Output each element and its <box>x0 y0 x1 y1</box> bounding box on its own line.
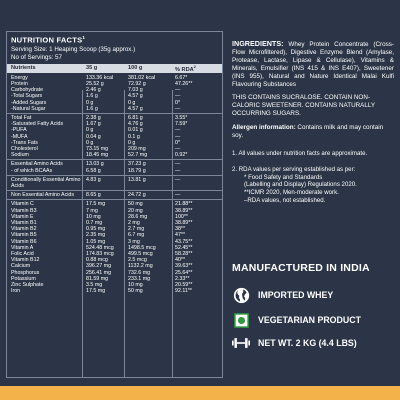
header-100g: 100 g <box>128 65 143 72</box>
value-rda: — <box>175 93 181 100</box>
value-35g: 17.5 mg <box>86 201 106 208</box>
value-rda: 7.59* <box>175 121 188 128</box>
value-35g: 81.59 mg <box>86 275 109 282</box>
value-35g: 1.67 g <box>86 121 101 128</box>
sweetener-notice: THIS CONTAINS SUCRALOSE. CONTAIN NON-CALORIC SWEETENER. CONTAINS NATURALLY OCCURRING SUGARS. <box>232 94 375 118</box>
nutrient-name: Cholesterol <box>11 145 38 152</box>
value-rda: 47.26** <box>175 80 193 87</box>
value-100g: 13.81 g <box>128 176 146 183</box>
nutrient-name: Iron <box>11 288 21 295</box>
nutrient-name: Potassium <box>11 275 36 282</box>
nutrient-name: Calcium <box>11 263 31 270</box>
table-header <box>7 64 222 73</box>
value-rda: 21.88** <box>175 201 193 208</box>
header-rda: % RDA$^2$ <box>175 63 196 73</box>
value-100g: 209 mg <box>128 145 146 152</box>
feature-imported-whey <box>232 286 333 304</box>
value-35g: 0 g <box>86 127 94 134</box>
value-rda: 100** <box>175 213 188 220</box>
nutrient-name: Folic Acid <box>11 251 34 257</box>
value-35g: 2.35 mg <box>86 232 106 239</box>
value-rda: — <box>175 87 181 94</box>
nutrient-name: Phosphorus <box>11 269 40 276</box>
value-rda: 58.28** <box>175 251 193 257</box>
feature-label: NET WT. 2 KG (4.4 LBS) <box>258 338 357 348</box>
value-rda: 2.33** <box>175 275 190 282</box>
feature-vegetarian <box>232 311 361 329</box>
value-35g: 7 mg <box>86 207 98 214</box>
value-35g: 524.48 mcg <box>86 244 114 251</box>
value-rda: 20.59** <box>175 282 193 289</box>
value-100g: 7.03 g <box>128 87 143 94</box>
value-35g: 73.15 mg <box>86 145 109 152</box>
header-35g: 35 g <box>86 65 98 72</box>
value-rda: 43.75** <box>175 238 193 245</box>
value-35g: 256.41 mg <box>86 269 112 276</box>
value-rda: — <box>175 145 181 152</box>
nutrient-name: -MUFA <box>11 133 28 140</box>
accent-bar <box>0 386 400 400</box>
nutrition-facts-table <box>6 31 223 378</box>
globe-icon <box>232 286 250 304</box>
veg-icon <box>232 311 250 329</box>
value-100g: 18.79 g <box>128 167 146 174</box>
value-rda: 0.92* <box>175 152 188 159</box>
value-100g: 37.23 g <box>128 161 146 168</box>
value-35g: 3.5 mg <box>86 282 103 289</box>
value-rda: 25.64** <box>175 269 193 276</box>
value-100g: 20 mg <box>128 207 143 214</box>
value-35g: 1.6 g <box>86 105 98 112</box>
nutrient-name: -Added Sugars <box>11 99 47 106</box>
value-35g: 13.03 g <box>86 161 104 168</box>
value-rda: 0* <box>175 139 181 146</box>
nutrient-name: -PUFA <box>11 127 27 134</box>
value-100g: 1132.2 mg <box>128 263 153 270</box>
value-35g: 174.83 mcg <box>86 251 114 257</box>
value-100g: 6.81 g <box>128 114 143 121</box>
value-rda: 38** <box>175 226 186 233</box>
nutrient-name: Vitamin B1 <box>11 219 37 226</box>
nutrient-name: -Natural Sugar <box>11 105 46 112</box>
value-100g: 52.7 mg <box>128 152 148 159</box>
value-35g: 0.95 mg <box>86 226 106 233</box>
value-35g: 1.6 g <box>86 93 98 100</box>
value-rda: 47** <box>175 232 186 239</box>
value-100g: 72.92 g <box>128 80 146 87</box>
row-separator <box>7 159 222 160</box>
value-100g: 10 mg <box>128 282 143 289</box>
row-separator <box>7 190 222 191</box>
nutrition-title: NUTRITION FACTS$^1$ <box>11 35 86 45</box>
value-100g: 2 mg <box>128 219 140 226</box>
value-rda: — <box>175 167 181 174</box>
table-row <box>7 192 222 198</box>
value-rda: — <box>175 161 181 168</box>
value-100g: 499.5 mcg <box>128 251 153 257</box>
nutrient-name: - of which BCAAs <box>11 167 53 174</box>
table-row <box>7 106 222 112</box>
value-100g: 50 mg <box>128 288 143 295</box>
nutrient-name: -Saturated Fatty Acids <box>11 121 64 128</box>
value-rda: 40** <box>175 257 186 264</box>
value-100g: 24.72 g <box>128 192 146 199</box>
right-column <box>232 40 394 205</box>
value-35g: 10 mg <box>86 213 101 220</box>
value-100g: 0.1 g <box>128 133 140 140</box>
footnotes <box>232 150 394 205</box>
value-35g: 17.5 mg <box>86 288 106 295</box>
value-rda: 52.45** <box>175 244 193 251</box>
nutrient-name: Vitamin B5 <box>11 232 37 239</box>
row-separator <box>7 175 222 176</box>
footnote-1: 1. All values under nutrition facts are approximate. <box>232 149 368 157</box>
value-rda: 3.55* <box>175 114 188 121</box>
value-100g: 0 g <box>128 99 136 106</box>
value-35g: 1.05 mg <box>86 238 106 245</box>
value-35g: 0 g <box>86 139 94 146</box>
nutrient-name: Energy <box>11 74 28 81</box>
value-rda: — <box>175 127 181 134</box>
value-35g: 0.7 mg <box>86 219 103 226</box>
value-rda: 38.89** <box>175 207 193 214</box>
nutrient-name: Protein <box>11 80 28 87</box>
value-35g: 133.36 kcal <box>86 74 114 81</box>
ingredients: INGREDIENTS: Whey Protein Concentrate (Cross-Flow Microfiltered), Digestive Enzyme Blend (Amylase, Protease, Lactase, Lipase & Cellulase), Vitamins & Minerals, Emulsifier (INS 415 & INS E407), Sweetener (INS 955), Natural and Nature Identical Malai Kulfi Flavouring Substances <box>232 39 394 88</box>
value-35g: 2.38 g <box>86 114 101 121</box>
nutrient-name: Conditionally Essential Amino Acids <box>11 176 81 189</box>
feature-label: IMPORTED WHEY <box>258 290 334 300</box>
nutrient-name: Zinc Sulphate <box>11 282 44 289</box>
feature-net-weight <box>232 334 357 352</box>
value-rda: 38.89** <box>175 219 193 226</box>
nutrient-name: Vitamin B2 <box>11 226 37 233</box>
value-35g: 2.46 g <box>86 87 101 94</box>
value-rda: 39.63** <box>175 263 193 270</box>
value-35g: 0 g <box>86 99 94 106</box>
value-35g: 4.83 g <box>86 176 101 183</box>
row-separator <box>7 199 222 200</box>
nutrient-name: Vitamin B12 <box>11 257 40 264</box>
feature-label: VEGETARIAN PRODUCT <box>258 315 361 325</box>
nutrient-name: Total Fat <box>11 114 32 121</box>
value-100g: 1498.5 mcg <box>128 244 156 251</box>
value-100g: 28.6 mg <box>128 213 148 220</box>
value-rda: — <box>175 105 181 112</box>
value-35g: 0.04 g <box>86 133 101 140</box>
nutrient-name: Vitamin E <box>11 213 34 220</box>
table-row <box>7 152 222 158</box>
value-35g: 396.27 mg <box>86 263 112 270</box>
table-row <box>7 177 222 189</box>
table-body <box>7 73 222 295</box>
value-100g: 6.7 mg <box>128 232 145 239</box>
table-row <box>7 288 222 294</box>
nutrient-name: Vitamin A <box>11 244 34 251</box>
value-100g: 2.7 mg <box>128 226 145 233</box>
value-rda: — <box>175 192 181 199</box>
value-rda: 6.67* <box>175 74 188 81</box>
value-100g: 381.02 kcal <box>128 74 156 81</box>
nutrient-name: -Total Sugars <box>11 93 43 100</box>
value-100g: 0.01 g <box>128 127 143 134</box>
dumbbell-icon <box>232 334 250 352</box>
value-100g: 2.5 mcg <box>128 257 147 264</box>
row-separator <box>7 113 222 114</box>
footnote-2c: **ICMR 2020, Men-moderate work. <box>244 189 339 197</box>
value-100g: 233.1 mg <box>128 275 151 282</box>
manufactured-in: MANUFACTURED IN INDIA <box>232 262 370 274</box>
value-100g: 3 mg <box>128 238 140 245</box>
nutrient-name: Vitamin B6 <box>11 238 37 245</box>
nutrient-name: Carbohydrate <box>11 87 44 94</box>
footnote-2: 2. RDA values per serving established as per: <box>232 165 356 173</box>
serving-size: Serving Size: 1 Heaping Scoop (35g approx.) <box>11 45 136 53</box>
value-100g: 50 mg <box>128 201 143 208</box>
footnote-2d: –RDA values, not established. <box>244 196 326 204</box>
value-100g: 4.57 g <box>128 93 143 100</box>
footnote-2a: * Food Safety and Standards <box>244 173 323 181</box>
value-35g: 18.45 mg <box>86 152 109 159</box>
allergen-info: Allergen information: Contains milk and may contain soy. <box>232 124 384 140</box>
value-rda: 92.11** <box>175 288 192 295</box>
value-100g: 4.76 g <box>128 121 143 128</box>
column-divider <box>172 90 173 377</box>
nutrient-name: Essential Amino Acids <box>11 161 63 168</box>
nutrient-name: -Trans Fats <box>11 139 38 146</box>
value-35g: 25.52 g <box>86 80 104 87</box>
servings-count: No of Servings: 57 <box>11 54 62 62</box>
nutrient-name: Vitamin C <box>11 201 34 208</box>
nutrient-name: Sodium <box>11 152 29 159</box>
value-100g: 0 g <box>128 139 136 146</box>
value-35g: 8.65 g <box>86 192 101 199</box>
footnote-2b: (Labelling and Display) Regulations 2020. <box>244 181 357 189</box>
value-rda: — <box>175 133 181 140</box>
value-35g: 6.58 g <box>86 167 101 174</box>
column-divider <box>82 90 83 377</box>
value-100g: 732.6 mg <box>128 269 151 276</box>
value-100g: 4.57 g <box>128 105 143 112</box>
header-nutrients: Nutrients <box>11 65 36 72</box>
column-divider <box>124 90 125 377</box>
value-rda: 0* <box>175 99 181 106</box>
table-row <box>7 168 222 174</box>
value-35g: 0.88 mcg <box>86 257 108 264</box>
nutrient-name: Vitamin B3 <box>11 207 37 214</box>
value-rda: — <box>175 176 181 183</box>
nutrient-name: Non Essential Amino Acids <box>11 192 75 199</box>
